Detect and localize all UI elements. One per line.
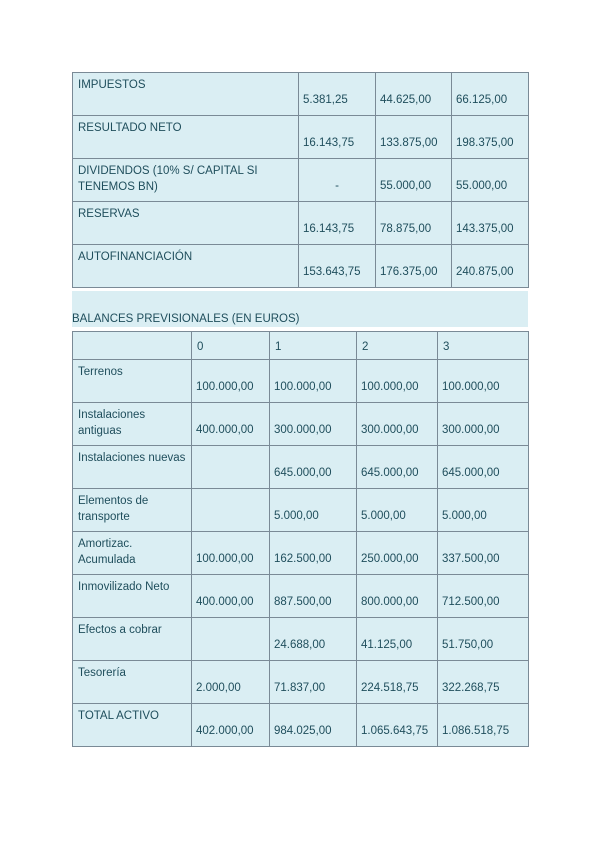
table-cell xyxy=(192,618,270,661)
table-cell: 712.500,00 xyxy=(438,575,529,618)
table-row xyxy=(73,360,529,403)
table-cell: 100.000,00 xyxy=(192,360,270,403)
row-label: Efectos a cobrar xyxy=(73,618,192,661)
table-row xyxy=(73,116,529,159)
table-cell: 78.875,00 xyxy=(376,202,452,245)
table-cell: 71.837,00 xyxy=(270,661,357,704)
results-table xyxy=(72,72,529,288)
table-cell: 300.000,00 xyxy=(438,403,529,446)
table-cell: 887.500,00 xyxy=(270,575,357,618)
table-cell: 322.268,75 xyxy=(438,661,529,704)
row-label: Inmovilizado Neto xyxy=(73,575,192,618)
table-cell: 224.518,75 xyxy=(357,661,438,704)
table-cell: 300.000,00 xyxy=(357,403,438,446)
table-cell: 44.625,00 xyxy=(376,73,452,116)
table-cell: 2.000,00 xyxy=(192,661,270,704)
table-row xyxy=(73,532,529,575)
table-cell: 5.381,25 xyxy=(299,73,376,116)
table-row xyxy=(73,245,529,288)
table-cell: 984.025,00 xyxy=(270,704,357,747)
table-row xyxy=(73,575,529,618)
table-cell: 133.875,00 xyxy=(376,116,452,159)
table-cell: 400.000,00 xyxy=(192,403,270,446)
balance-table xyxy=(72,331,529,747)
table-row xyxy=(73,489,529,532)
table-cell: 240.875,00 xyxy=(452,245,529,288)
table-cell: 400.000,00 xyxy=(192,575,270,618)
table-cell: - xyxy=(299,159,376,202)
column-header: 1 xyxy=(270,332,357,360)
table-cell: 645.000,00 xyxy=(357,446,438,489)
table-row xyxy=(73,661,529,704)
table-cell: 55.000,00 xyxy=(452,159,529,202)
table-cell: 645.000,00 xyxy=(438,446,529,489)
row-label: TOTAL ACTIVO xyxy=(73,704,192,747)
table-cell: 16.143,75 xyxy=(299,116,376,159)
column-header: 3 xyxy=(438,332,529,360)
table-row xyxy=(73,618,529,661)
table-cell: 5.000,00 xyxy=(270,489,357,532)
table-row xyxy=(73,202,529,245)
table-cell: 24.688,00 xyxy=(270,618,357,661)
table-cell: 55.000,00 xyxy=(376,159,452,202)
row-label: Tesorería xyxy=(73,661,192,704)
table-cell: 100.000,00 xyxy=(357,360,438,403)
table-cell: 153.643,75 xyxy=(299,245,376,288)
row-label: AUTOFINANCIACIÓN xyxy=(73,245,299,288)
table-cell: 162.500,00 xyxy=(270,532,357,575)
table-cell: 100.000,00 xyxy=(270,360,357,403)
table-cell: 5.000,00 xyxy=(438,489,529,532)
column-header: 0 xyxy=(192,332,270,360)
table-cell: 337.500,00 xyxy=(438,532,529,575)
row-label: Amortizac. Acumulada xyxy=(73,532,192,575)
section-band xyxy=(72,291,528,327)
table-row-total xyxy=(73,704,529,747)
table-row xyxy=(73,73,529,116)
table-cell: 100.000,00 xyxy=(192,532,270,575)
row-label: IMPUESTOS xyxy=(73,73,299,116)
table-cell: 402.000,00 xyxy=(192,704,270,747)
table-cell: 51.750,00 xyxy=(438,618,529,661)
table-cell: 250.000,00 xyxy=(357,532,438,575)
row-label: Instalaciones nuevas xyxy=(73,446,192,489)
table-cell: 16.143,75 xyxy=(299,202,376,245)
table-row xyxy=(73,403,529,446)
table-cell: 300.000,00 xyxy=(270,403,357,446)
table-cell: 143.375,00 xyxy=(452,202,529,245)
column-header xyxy=(73,332,192,360)
table-cell xyxy=(192,489,270,532)
table-cell: 645.000,00 xyxy=(270,446,357,489)
table-cell: 41.125,00 xyxy=(357,618,438,661)
table-cell xyxy=(192,446,270,489)
section-title: BALANCES PREVISIONALES (EN EUROS) xyxy=(72,313,300,325)
column-header: 2 xyxy=(357,332,438,360)
table-cell: 100.000,00 xyxy=(438,360,529,403)
row-label: Terrenos xyxy=(73,360,192,403)
table-cell: 1.065.643,75 xyxy=(357,704,438,747)
table-cell: 800.000,00 xyxy=(357,575,438,618)
table-cell: 1.086.518,75 xyxy=(438,704,529,747)
table-row xyxy=(73,446,529,489)
table-cell: 198.375,00 xyxy=(452,116,529,159)
table-cell: 5.000,00 xyxy=(357,489,438,532)
table-cell: 176.375,00 xyxy=(376,245,452,288)
table-header-row xyxy=(73,332,529,360)
table-cell: 66.125,00 xyxy=(452,73,529,116)
table-row xyxy=(73,159,529,202)
row-label: DIVIDENDOS (10% S/ CAPITAL SI TENEMOS BN) xyxy=(73,159,299,202)
row-label: RESULTADO NETO xyxy=(73,116,299,159)
row-label: Elementos de transporte xyxy=(73,489,192,532)
row-label: Instalaciones antiguas xyxy=(73,403,192,446)
row-label: RESERVAS xyxy=(73,202,299,245)
